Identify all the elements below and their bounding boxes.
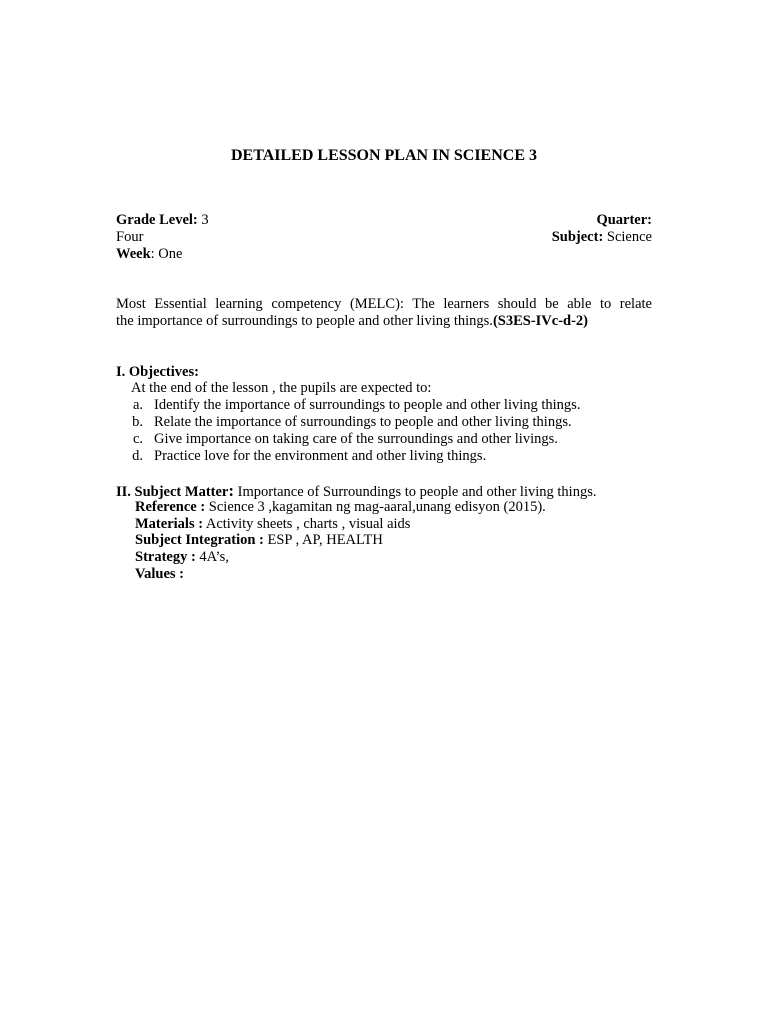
objective-marker: d. [132, 448, 143, 464]
reference-line [135, 499, 546, 516]
quarter-label-text: Quarter: [596, 212, 652, 228]
objective-marker: a. [132, 397, 143, 413]
strategy-line [135, 549, 229, 566]
objective-text: Give importance on taking care of the surroundings and other livings. [154, 431, 558, 447]
materials-label: Materials : [135, 516, 204, 532]
objective-item [116, 448, 486, 465]
objectives-heading [116, 364, 199, 381]
strategy-label: Strategy : [135, 549, 196, 565]
objective-item [116, 397, 580, 414]
melc-line-2 [116, 313, 652, 330]
subject-matter-text: Importance of Surroundings to people and other living things. [234, 484, 597, 500]
objectives-heading-text: I. Objectives: [116, 364, 199, 380]
subject-label: Subject: [551, 229, 604, 245]
week-value: : One [150, 246, 183, 262]
week-line [116, 246, 182, 263]
objective-text: Relate the importance of surroundings to people and other living things. [154, 414, 572, 430]
objective-item [116, 414, 572, 431]
values-label: Values : [135, 566, 185, 582]
materials-value: Activity sheets , charts , visual aids [203, 516, 411, 532]
subject-line [552, 229, 652, 246]
reference-label: Reference : [135, 499, 206, 515]
grade-level-label: Grade Level: [116, 212, 198, 228]
melc-line-1: Most Essential learning competency (MELC): The learners should be able to relate [116, 296, 652, 312]
reference-value: Science 3 ,kagamitan ng mag-aaral,unang edisyon (2015). [205, 499, 546, 515]
melc-paragraph [116, 296, 652, 330]
subject-integration-label: Subject Integration : [135, 532, 264, 548]
quarter-label [596, 212, 652, 229]
objective-text: Practice love for the environment and other living things. [154, 448, 487, 464]
grade-level-line [116, 212, 209, 229]
materials-line [135, 516, 410, 533]
objective-text: Identify the importance of surroundings to people and other living things. [154, 397, 581, 413]
subject-matter-heading: II. Subject Matter [116, 484, 229, 500]
objective-marker: b. [132, 414, 143, 430]
strategy-value: 4A’s, [195, 549, 229, 565]
subject-matter-colon: : [228, 481, 235, 500]
melc-code: (S3ES-IVc-d-2) [492, 313, 588, 329]
subject-integration-value: ESP , AP, HEALTH [263, 532, 383, 548]
page-title: DETAILED LESSON PLAN IN SCIENCE 3 [231, 147, 537, 164]
quarter-value: Four [116, 229, 144, 245]
subject-integration-line [135, 532, 383, 549]
subject-value: Science [603, 229, 652, 245]
objective-marker: c. [132, 431, 143, 447]
values-line [135, 566, 184, 583]
melc-line-2-text: the importance of surroundings to people and other living things. [116, 313, 493, 329]
objectives-intro: At the end of the lesson , the pupils are expected to: [131, 380, 432, 396]
week-label: Week [116, 246, 151, 262]
grade-level-value: 3 [197, 212, 209, 228]
objective-item [116, 431, 558, 448]
